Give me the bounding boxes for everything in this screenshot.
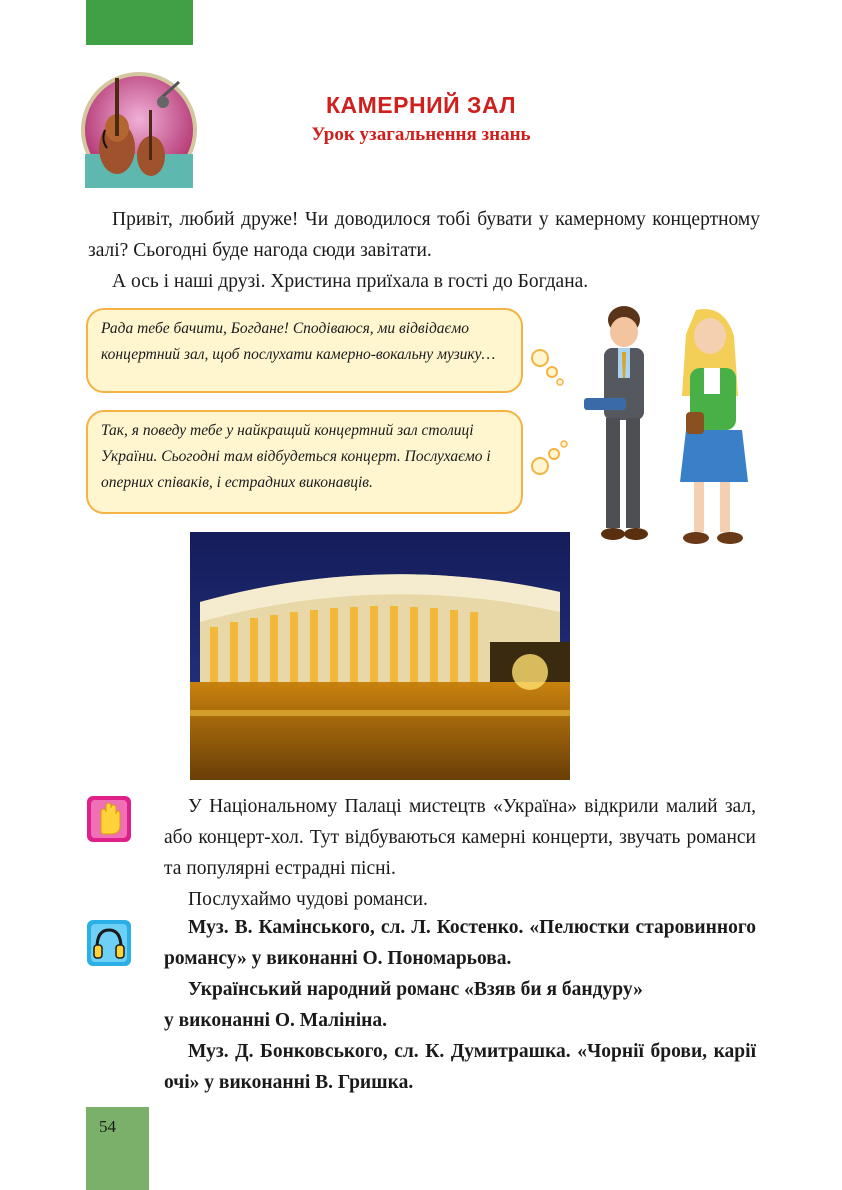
intro-paragraph-1: Привіт, любий друже! Чи доводилося тобі бувати у камерному концертному залі? Сьогодні буде нагода сюди завітати. (88, 209, 760, 261)
headphones-icon (87, 920, 131, 966)
page-title: КАМЕРНИЙ ЗАЛ (326, 92, 516, 118)
palace-ukraina-photo (190, 532, 570, 780)
speech-bubble-2: Так, я поведу тебе у найкращий концертний зал столиці України. Сьогодні там відбудеться концерт. Послухаємо і оперних співаків, і естрадних виконавців. (86, 410, 523, 514)
raised-hand-icon (87, 796, 131, 842)
info-text (164, 791, 756, 915)
intro-paragraph-2: А ось і наші друзі. Христина приїхала в гості до Богдана. (112, 271, 589, 292)
bohdan-and-khrystyna-illustration (578, 300, 758, 555)
listening-item-2b: у виконанні О. Малініна. (164, 1010, 387, 1031)
bubble-2-tail-dots (528, 436, 572, 478)
page-subtitle: Урок узагальнення знань (311, 124, 531, 145)
page-number: 54 (99, 1117, 116, 1136)
bubble-1-tail-dots (528, 346, 568, 388)
listening-item-2a: Український народний романс «Взяв би я бандуру» (188, 979, 643, 1000)
listening-item-1: Муз. В. Камінського, сл. Л. Костенко. «Пелюстки старовинного романсу» у виконанні О. Пономарьова. (164, 917, 756, 969)
info-paragraph-1: У Національному Палаці мистецтв «Україна» відкрили малий зал, або концерт-хол. Тут відбуваються камерні концерти, звучать романси та популярні естрадні пісні. (164, 796, 756, 879)
intro-text (88, 204, 760, 297)
listening-list (164, 912, 756, 1098)
listening-item-3: Муз. Д. Бонковського, сл. К. Думитрашка. «Чорнії брови, карії очі» у виконанні В. Гришка. (164, 1041, 756, 1093)
page-number-tab (86, 1107, 149, 1190)
speech-bubble-1: Рада тебе бачити, Богдане! Сподіваюся, ми відвідаємо концертний зал, щоб послухати камерно-вокальну музику… (86, 308, 523, 393)
violin-cello-emblem (79, 70, 199, 190)
info-paragraph-2: Послухаймо чудові романси. (188, 889, 428, 910)
top-tab-marker (86, 0, 193, 45)
